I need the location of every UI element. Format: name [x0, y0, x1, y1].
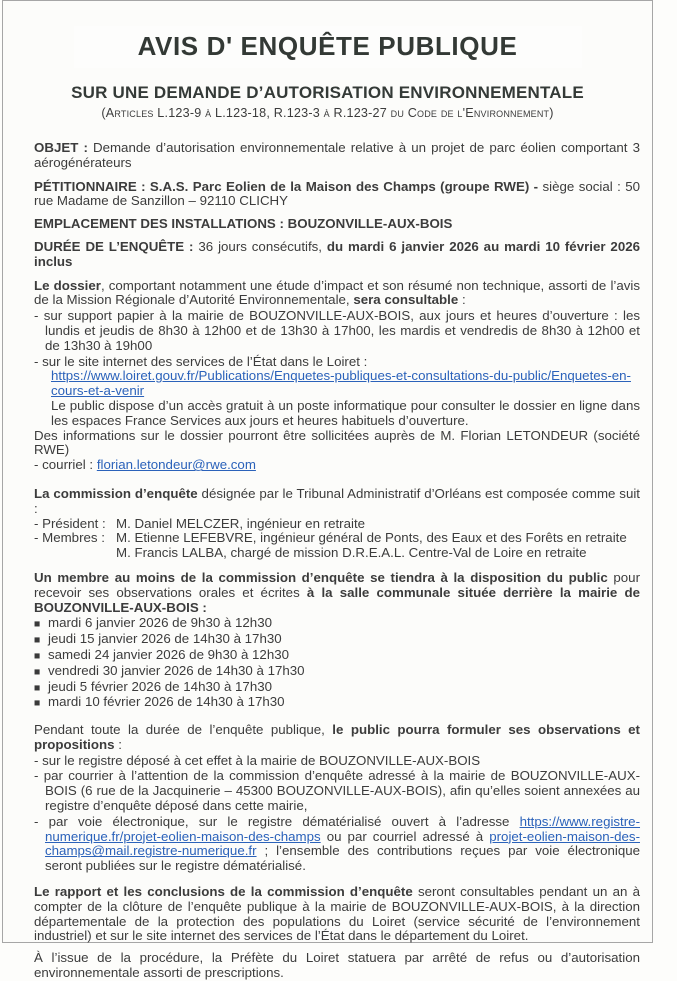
- text-segment: M. Daniel MELCZER, ingénieur en retraite: [116, 515, 366, 531]
- observations-intro-paragraph: [34, 723, 640, 753]
- square-bullet-icon: ■: [34, 649, 41, 662]
- dash-marker: -: [34, 457, 43, 473]
- bold-text-segment: le public pourra formuler ses observations et propositions: [34, 722, 640, 752]
- commission-membre-1-row: [34, 531, 640, 546]
- bold-text-segment: DURÉE DE L’ENQUÊTE :: [34, 238, 199, 254]
- commission-member-text: [116, 517, 640, 532]
- permanence-1: [34, 616, 640, 632]
- square-bullet-icon: ■: [34, 665, 41, 678]
- square-bullet-icon: ■: [34, 681, 41, 694]
- text-segment: :: [458, 292, 466, 308]
- bold-text-segment: Le dossier: [34, 277, 101, 293]
- dash-marker: -: [34, 752, 43, 768]
- text-segment: À l’issue de la procédure, la Préfète du Loiret statuera par arrêté de refus ou d’autorisation environnementale assorti de prescriptions.: [34, 950, 640, 981]
- dash-marker: -: [34, 308, 44, 324]
- permanence-6: [34, 695, 640, 711]
- bold-text-segment: EMPLACEMENT DES INSTALLATIONS : BOUZONVILLE-AUX-BOIS: [34, 216, 453, 232]
- text-segment: :: [114, 736, 122, 752]
- bold-text-segment: sera consultable: [353, 292, 459, 308]
- text-segment: jeudi 5 février 2026 de 14h30 à 17h30: [48, 678, 273, 694]
- dash-marker: -: [34, 813, 49, 829]
- permanence-3: [34, 648, 640, 664]
- text-segment: Demande d’autorisation environnementale relative à un projet de parc éolien comportant 3 aérogénérateurs: [34, 140, 640, 170]
- commission-role-label: - Président :: [34, 515, 106, 531]
- emplacement-paragraph: [34, 217, 640, 232]
- text-segment: par courrier à l’attention de la commission d’enquête adressé à la mairie de BOUZONVILLE-AUX-BOIS (6 rue de la Jacquinerie – 45300 BOUZONVILLE-AUX-BOIS), afin qu’elles soient annexées au registre d’enquête déposé dans cette mairie,: [43, 768, 640, 814]
- bold-text-segment: PÉTITIONNAIRE : S.A.S. Parc Eolien de la Maison des Champs (groupe RWE) -: [34, 178, 543, 194]
- observations-item-electronique: [34, 815, 640, 874]
- registre-numerique-link[interactable]: https://www.registre-numerique.fr/projet-eolien-maison-des-champs: [45, 813, 641, 844]
- page-border-frame: [2, 0, 653, 981]
- loiret-gouv-link[interactable]: https://www.loiret.gouv.fr/Publications/Enquetes-publiques-et-consultations-du-public/Enquetes-en-cours-et-a-venir: [51, 368, 631, 399]
- text-segment: sur le registre déposé à cet effet à la mairie de BOUZONVILLE-AUX-BOIS: [42, 752, 481, 768]
- permanence-2: [34, 632, 640, 648]
- bold-text-segment: à la salle communale située derrière la mairie de BOUZONVILLE-AUX-BOIS :: [34, 584, 640, 615]
- text-segment: ; l’ensemble des contributions reçues par voie électronique seront publiées sur le registre dématérialisé.: [45, 843, 640, 874]
- observations-item-registre: [34, 754, 640, 769]
- text-segment: ou par courriel adressé à: [320, 828, 490, 844]
- text-segment: samedi 24 janvier 2026 de 9h30 à 12h30: [48, 646, 290, 662]
- text-segment: par voie électronique, sur le registre dématérialisé ouvert à l’adresse: [48, 813, 520, 829]
- legal-articles-line: (Articles L.123-9 à L.123-18, R.123-3 à R.123-27 du Code de l'Environnement): [101, 106, 554, 120]
- square-bullet-icon: ■: [34, 634, 41, 647]
- permanence-5: [34, 680, 640, 696]
- notice-title-box: [74, 26, 582, 68]
- commission-president-row: [34, 517, 640, 532]
- registre-email-link[interactable]: projet-eolien-maison-des-champs@mail.registre-numerique.fr: [45, 828, 640, 859]
- text-segment: Le public dispose d’un accès gratuit à un poste informatique pour consulter le dossier en ligne dans les espaces France Services aux jours et heures habituels d’ouverture.: [51, 397, 640, 428]
- text-segment: désignée par le Tribunal Administratif d’Orléans est composée comme suit :: [34, 485, 640, 516]
- text-segment: Pendant toute la durée de l’enquête publique,: [34, 722, 333, 738]
- commission-role-label: [34, 546, 116, 561]
- square-bullet-icon: ■: [34, 697, 41, 710]
- commission-member-text: [116, 531, 640, 546]
- commission-intro-paragraph: [34, 487, 640, 517]
- permanence-4: [34, 664, 640, 680]
- text-segment: courriel :: [42, 457, 97, 473]
- notice-subtitle: SUR UNE DEMANDE D’AUTORISATION ENVIRONNEMENTALE: [71, 83, 584, 102]
- square-bullet-icon: ■: [34, 618, 41, 631]
- acces-gratuit-line: [34, 399, 640, 429]
- objet-paragraph: [34, 141, 640, 171]
- bold-text-segment: OBJET :: [34, 140, 93, 155]
- commission-membre-2-row: [34, 546, 640, 561]
- issue-procedure-paragraph: [34, 951, 640, 981]
- text-segment: mardi 6 janvier 2026 de 9h30 à 12h30: [48, 615, 272, 631]
- observations-item-courrier: [34, 769, 640, 813]
- text-segment: seront consultables pendant un an à compter de la clôture de l’enquête publique à la mairie de BOUZONVILLE-AUX-BOIS, à la direction départementale de la protection des populations du Loiret (service sécurité de l’environnement industriel) et sur le site internet des services de l’État dans le département du Loiret.: [34, 884, 640, 944]
- text-segment: siège social : 50 rue Madame de Sanzillon – 92110 CLICHY: [34, 178, 640, 209]
- text-segment: jeudi 15 janvier 2026 de 14h30 à 17h30: [48, 631, 282, 647]
- text-segment: 36 jours consécutifs,: [198, 238, 327, 254]
- letondeur-email-link[interactable]: florian.letondeur@rwe.com: [96, 457, 256, 473]
- courriel-line: [34, 458, 640, 473]
- text-segment: Des informations sur le dossier pourront être sollicitées auprès de M. Florian LETONDEUR (société RWE): [34, 427, 640, 458]
- bold-text-segment: La commission d’enquête: [34, 485, 198, 501]
- dash-marker: -: [34, 768, 44, 784]
- informations-dossier-line: [34, 429, 640, 459]
- duree-paragraph: [34, 240, 640, 270]
- text-segment: vendredi 30 janvier 2026 de 14h30 à 17h30: [48, 662, 305, 678]
- text-segment: M. Etienne LEFEBVRE, ingénieur général de Ponts, des Eaux et des Forêts en retraite: [116, 530, 627, 546]
- dossier-item-site-internet: [34, 355, 640, 370]
- text-segment: sur support papier à la mairie de BOUZONVILLE-AUX-BOIS, aux jours et heures d’ouverture : les lundis et jeudis de 8h30 à 12h00 et de 13h30 à 17h00, les mardis et vendredis de 8h30 à 12h00 et de 13h30 à 19h00: [43, 308, 641, 353]
- commission-member-text: [116, 546, 640, 561]
- bold-text-segment: du mardi 6 janvier 2026 au mardi 10 février 2026 inclus: [34, 238, 641, 269]
- dossier-item-mairie: [34, 309, 640, 353]
- bold-text-segment: Un membre au moins de la commission d’enquête se tiendra à la disposition du public: [34, 569, 608, 585]
- text-segment: pour recevoir ses observations orales et écrites: [34, 569, 641, 600]
- dash-marker: -: [34, 353, 43, 369]
- text-segment: sur le site internet des services de l’État dans le Loiret :: [42, 353, 368, 369]
- loiret-url-line: [34, 369, 640, 399]
- permanences-paragraph: [34, 571, 640, 615]
- text-segment: , comportant notamment une étude d’impact et son résumé non technique, assorti de l’avis de la Mission Régionale d’Autorité Environnementale,: [34, 277, 640, 308]
- dossier-intro-paragraph: [34, 279, 640, 309]
- notice-body: [34, 141, 640, 981]
- text-segment: mardi 10 février 2026 de 14h30 à 17h30: [48, 694, 285, 710]
- text-segment: M. Francis LALBA, chargé de mission D.R.E.A.L. Centre-Val de Loire en retraite: [116, 545, 587, 561]
- rapport-paragraph: [34, 885, 640, 944]
- notice-title: AVIS D' ENQUÊTE PUBLIQUE: [137, 31, 518, 61]
- bold-text-segment: Le rapport et les conclusions de la commission d’enquête: [34, 884, 413, 900]
- commission-role-label: - Membres :: [34, 530, 105, 546]
- petitionnaire-paragraph: [34, 180, 640, 210]
